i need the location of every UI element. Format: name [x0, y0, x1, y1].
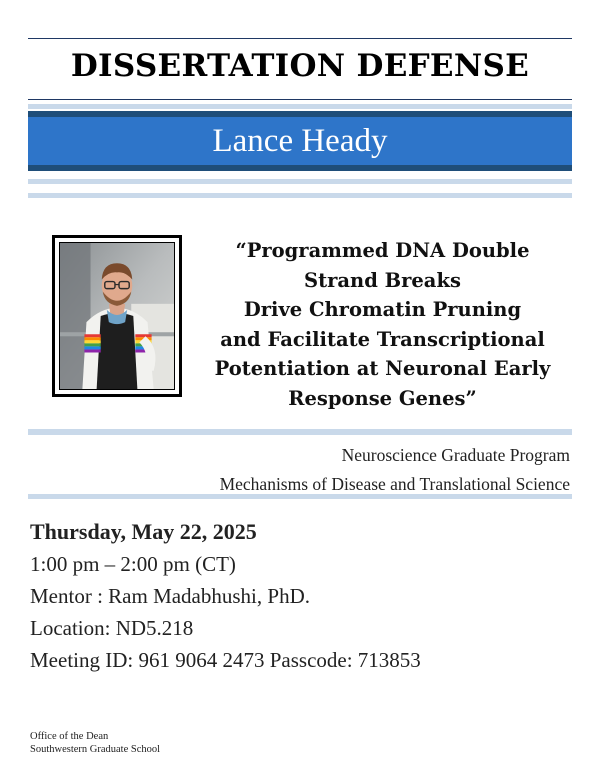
- program-track: Mechanisms of Disease and Translational Science: [219, 474, 570, 494]
- person-portrait-icon: [60, 243, 174, 389]
- program-name: Neuroscience Graduate Program: [341, 445, 570, 465]
- decorative-band: [28, 179, 572, 184]
- event-details: [30, 516, 421, 676]
- title-line: Response Genes”: [288, 386, 477, 410]
- event-location: Location: ND5.218: [30, 616, 194, 640]
- decorative-band: [28, 104, 572, 109]
- program-info: [220, 441, 570, 499]
- candidate-photo-frame: [52, 235, 182, 397]
- decorative-band: [28, 193, 572, 198]
- page-title: DISSERTATION DEFENSE: [70, 48, 530, 84]
- footer-school: Southwestern Graduate School: [30, 744, 161, 755]
- decorative-band: [28, 165, 572, 171]
- dissertation-title: [195, 236, 570, 413]
- candidate-name-banner: Lance Heady: [28, 117, 572, 165]
- event-time: 1:00 pm – 2:00 pm (CT): [30, 552, 236, 576]
- decorative-band: [28, 429, 572, 435]
- title-line: Potentiation at Neuronal Early: [214, 357, 551, 380]
- title-line: Strand Breaks: [304, 268, 461, 292]
- mentor-info: Mentor : Ram Madabhushi, PhD.: [30, 584, 310, 608]
- title-divider-line: [28, 99, 572, 100]
- title-line: “Programmed DNA Double: [235, 239, 530, 262]
- footer-office: Office of the Dean: [30, 731, 109, 742]
- decorative-band: [28, 494, 572, 499]
- footer: [30, 730, 160, 756]
- title-line: Drive Chromatin Pruning: [243, 298, 522, 321]
- top-divider-line: [28, 38, 572, 39]
- meeting-info: Meeting ID: 961 9064 2473 Passcode: 713853: [30, 648, 421, 672]
- event-date: Thursday, May 22, 2025: [30, 519, 257, 544]
- title-line: and Facilitate Transcriptional: [220, 327, 545, 351]
- candidate-photo: [59, 242, 175, 390]
